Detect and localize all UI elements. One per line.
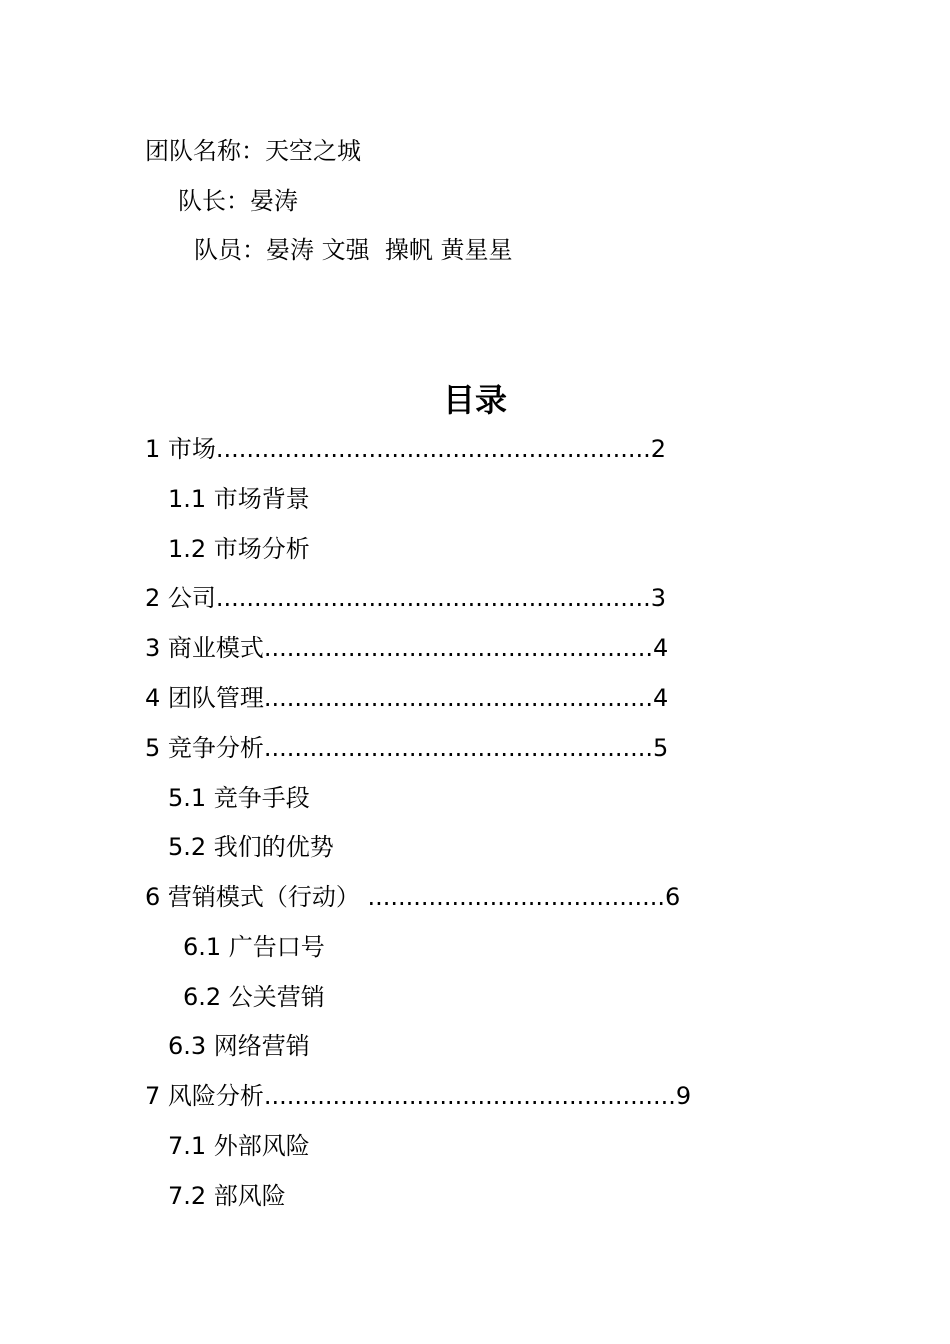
toc-entry: 4 团队管理...................................................4 — [145, 684, 669, 712]
team-name-line: 团队名称：天空之城 — [145, 137, 361, 165]
toc-entry: 5.1 竞争手段 — [168, 784, 310, 812]
toc-title: 目录 — [442, 381, 507, 419]
toc-entry: 5.2 我们的优势 — [168, 833, 334, 861]
team-leader-line: 队长：晏涛 — [178, 187, 298, 215]
toc-entry: 5 竞争分析...................................................5 — [145, 734, 669, 762]
toc-entry: 7 风险分析......................................................9 — [145, 1082, 692, 1110]
toc-entry: 7.2 部风险 — [168, 1182, 286, 1210]
toc-entry: 6.1 广告口号 — [183, 933, 325, 961]
toc-entry: 3 商业模式...................................................4 — [145, 634, 669, 662]
toc-entry: 2 公司.........................................................3 — [145, 584, 667, 612]
toc-entry: 6.2 公关营销 — [183, 983, 325, 1011]
toc-entry: 1 市场.........................................................2 — [145, 435, 667, 463]
toc-entry: 6.3 网络营销 — [168, 1032, 310, 1060]
toc-entry: 1.1 市场背景 — [168, 485, 310, 513]
toc-entry: 7.1 外部风险 — [168, 1132, 310, 1160]
team-members-line: 队员：晏涛 文强 操帆 黄星星 — [194, 236, 513, 264]
toc-entry: 1.2 市场分析 — [168, 535, 310, 563]
toc-entry: 6 营销模式（行动） .......................................6 — [145, 883, 681, 911]
